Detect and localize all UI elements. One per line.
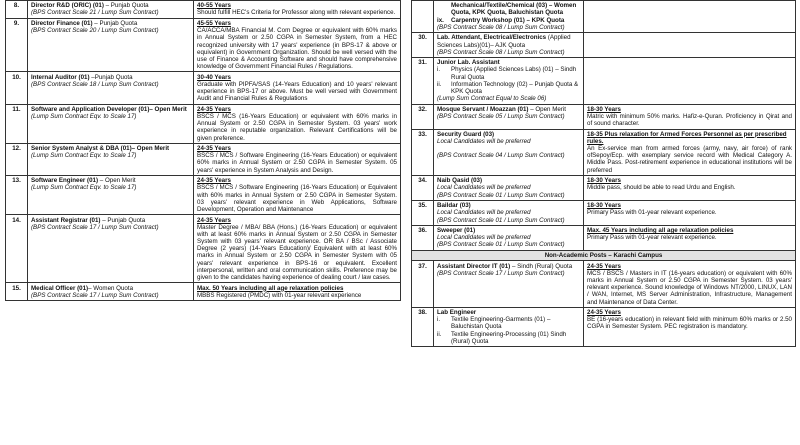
post-title: Director Finance (01) bbox=[31, 19, 93, 27]
requirements-cell bbox=[194, 283, 401, 301]
scale-text: (Lump Sum Contract Eqv. to Scale 17) bbox=[31, 112, 137, 120]
scale-text: (Lump Sum Contract Eqv. to Scale 17) bbox=[31, 184, 137, 192]
scale-text: Local Candidates will be preferred (BPS Contract Scale 04 / Lump Sum Contract) bbox=[437, 137, 565, 160]
row-number: 35. bbox=[412, 200, 434, 225]
age-limit: 18-35 Plus relaxation for Armed Forces Personnel as per prescribed rules. bbox=[587, 130, 787, 145]
requirements-text: Middle pass, should be able to read Urdu and English. bbox=[587, 184, 736, 192]
row-number: 11. bbox=[6, 104, 28, 143]
scale-text: Local Candidates will be preferred (BPS Contract Scale 01 / Lump Sum Contract) bbox=[437, 209, 565, 224]
post-cell bbox=[434, 200, 584, 225]
table-row: 37. Assistant Director IT (01) – Sindh (Rural) Quota (BPS Contract Scale 17 / Lump Sum Contract) 24-35 Years MCS / BSCS / Masters in IT (16-years education) or equivalent with 60% marks in Annual System or 2.50 CGPA in Semester System. 03 years' relevant experience. Sound knowledge of Windows NT/2000, LINUX, LAN / WAN, Internet, MS Server Administration, Infrastructure, Management and Maintenance of Data Center. bbox=[412, 261, 796, 308]
requirements-text: CA/ACCA/MBA Financial M. Com Degree or equivalent with 60% marks in Annual System or 2.50 CGPA in Semester System, from a HEC recognized university with 17 years' experience (in BPS-17 & above or equivalent) in Government Organization. Should be well versed with the use of Finance & Accounting Software and should have comprehensive knowledge of Government Financial Rules / Regulations. bbox=[197, 27, 397, 71]
requirements-text: BSCS / MCS / Software Engineering (16-Years Education) or Equivalent with 60% marks in Annual System or 2.50 CGPA in Semester System. 03 years' relevant experience in Web Applications, Software Development, Operation and Maintenance bbox=[197, 184, 397, 213]
requirements-cell bbox=[194, 176, 401, 215]
requirements-cell bbox=[194, 143, 401, 175]
table-row bbox=[412, 129, 796, 176]
age-limit: 24-35 Years bbox=[197, 177, 231, 185]
requirements-text: BE (16-years education) in relevant field with minimum 60% marks or 2.50 CGPA in Semester System. PEC registration is mandatory. bbox=[587, 316, 792, 331]
post-title: Security Guard (03) bbox=[437, 130, 495, 138]
scale-text: (BPS Contract Scale 17 / Lump Sum Contract) bbox=[31, 223, 159, 231]
requirements-cell bbox=[584, 176, 796, 201]
requirements-cell bbox=[194, 104, 401, 143]
requirements-cell bbox=[584, 129, 796, 176]
requirements-text: Matric with minimum 50% marks. Hafiz-e-Quran. Proficiency in Qirat and of sound character. bbox=[587, 112, 792, 128]
post-title: Lab. Attendant, Electrical/Electronics bbox=[437, 34, 547, 42]
right-posts-table bbox=[411, 0, 796, 347]
scale-text: Local Candidates will be preferred (BPS Contract Scale 01 / Lump Sum Contract) bbox=[437, 184, 565, 199]
post-quota: –Punjab Quota bbox=[89, 73, 133, 81]
scale-text: (BPS Contract Scale 18 / Lump Sum Contract) bbox=[31, 80, 159, 88]
post-title: Sweeper (01) bbox=[437, 227, 476, 235]
age-limit: 45-55 Years bbox=[197, 19, 231, 27]
requirements-cell bbox=[194, 1, 401, 19]
table-row bbox=[6, 18, 401, 72]
table-row bbox=[412, 104, 796, 129]
post-title: Naib Qasid (03) bbox=[437, 177, 483, 185]
scale-text: Local Candidates will be preferred (BPS Contract Scale 01 / Lump Sum Contract) bbox=[437, 234, 565, 249]
table-row: 31. Junior Lab. Assistant i. Physics (Applied Sciences Labs) (01) – Sindh Rural Quota ii. Information Technology (02) – Punjab Quota & KPK Quota (Lump Sum Contract Equal to Scale 06) bbox=[412, 58, 796, 105]
post-title: Senior System Analyst & DBA (01)– Open Merit bbox=[31, 145, 170, 153]
post-title: Internal Auditor (01) bbox=[31, 73, 90, 81]
row-number: 14. bbox=[6, 215, 28, 283]
table-row bbox=[6, 283, 401, 301]
requirements-cell bbox=[194, 72, 401, 104]
scale-text: (BPS Contract Scale 08 / Lump Sum Contract) bbox=[437, 48, 565, 56]
requirements-text: MBBS Registered (PMDC) with 01-year relevant experience bbox=[197, 291, 362, 299]
age-limit: 24-35 Years bbox=[197, 216, 231, 224]
row-number: 9. bbox=[6, 18, 28, 72]
requirements-text: An Ex-service man from armed forces (army, navy, air force) of rank ofSepoy/Ecp. with exemplary service record with Medical Category A. Middle Pass. Post-retirement experience in educational institutions will be preferred bbox=[587, 145, 792, 174]
post-cell bbox=[434, 129, 584, 176]
row-number: 13. bbox=[6, 176, 28, 215]
scale-text: (Lump Sum Contract Equal to Scale 06) bbox=[437, 95, 547, 103]
requirements-text: Primary Pass with 01-year relevant experience. bbox=[587, 209, 717, 217]
table-row: 30. Lab. Attendant, Electrical/Electronics (Applied Sciences Labs)(01)– AJK Quota (BPS Contract Scale 08 / Lump Sum Contract) bbox=[412, 33, 796, 58]
post-cell bbox=[28, 104, 194, 143]
age-limit: 30-40 Years bbox=[197, 73, 231, 81]
post-cell bbox=[434, 104, 584, 129]
scale-text: (BPS Contract Scale 21 / Lump Sum Contract) bbox=[31, 9, 159, 17]
age-limit: Max. 50 Years including all age relaxation policies bbox=[197, 284, 344, 292]
post-cell bbox=[28, 283, 194, 301]
requirements-cell bbox=[194, 18, 401, 72]
post-title: Lab Engineer bbox=[437, 309, 477, 317]
age-limit: 18-30 Years bbox=[587, 177, 621, 185]
right-column bbox=[411, 0, 796, 347]
post-title: Assistant Registrar (01) bbox=[31, 216, 101, 224]
post-quota: – Punjab Quota bbox=[100, 216, 146, 224]
post-quota: – Women Quota bbox=[88, 284, 134, 292]
scale-text: (BPS Contract Scale 05 / Lump Sum Contract) bbox=[437, 112, 565, 120]
post-cell bbox=[434, 176, 584, 201]
requirements-text: Master Degree / MBA/ BBA (Hons.) (16-Years Education) or equivalent with at least 60% marks in Annual System or 2.50 CGPA in Semester System with 03 years' relevant experience. OR BA / BSc / Associate Degree (2 years) (14-Years Education)/ Equivalent with at least 60% marks in Annual System or 2.50 CGPA in Semester System with 05 years' relevant experience in BPS-16 or equivalent. Excellent interpersonal, written and oral communication skills. Preference may be given to the candidates having experience of dealing court / law cases. bbox=[197, 223, 397, 281]
scale-text: (Lump Sum Contract Eqv. to Scale 17) bbox=[31, 152, 137, 160]
requirements-text: BSCS / MCS / Software Engineering (16-Years Education) or equivalent 60% marks in Annual System or 2.50 CGPA in Semester System. 05 years' experience in System Analysis and Design. bbox=[197, 152, 397, 174]
requirements-cell bbox=[584, 200, 796, 225]
row-number: 36. bbox=[412, 225, 434, 250]
table-row bbox=[6, 1, 401, 19]
post-cell: Mechanical/Textile/Chemical (03) – Women Quota, KPK Quota, Baluchistan Quota ix. Carpentry Workshop (01) – KPK Quota (BPS Contract Scale 08 / Lump Sum Contract) bbox=[434, 1, 584, 33]
table-row bbox=[412, 200, 796, 225]
post-title: Mosque Servant / Moazzan (01) bbox=[437, 105, 529, 113]
row-number: 8. bbox=[6, 1, 28, 19]
table-row bbox=[6, 143, 401, 175]
requirements-text: MCS / BSCS / Masters in IT (16-years education) or equivalent with 60% marks in Annual System or 2.50 CGPA in Semester System. 03 years' relevant experience. Sound knowledge of Windows NT/2000, LINUX, LAN / WAN, Internet, MS Server Administration, Infrastructure, Management and Maintenance of Data Center. bbox=[587, 269, 792, 306]
age-limit: 18-30 Years bbox=[587, 202, 621, 210]
requirements-cell bbox=[584, 104, 796, 129]
requirements-text: Graduate with PIPFA/SAS (14-Years Education) and 10 years' relevant experience in BPS-17 or above. Must be well versed with Government Audit and Financial Rules & Regulations bbox=[197, 80, 397, 103]
post-quota: – Open Merit bbox=[98, 177, 136, 185]
row-number: 12. bbox=[6, 143, 28, 175]
row-number: 33. bbox=[412, 129, 434, 176]
post-cell bbox=[28, 72, 194, 104]
requirements-cell bbox=[584, 225, 796, 250]
post-quota: – Open Merit bbox=[528, 105, 566, 113]
post-title: Software Engineer (01) bbox=[31, 177, 99, 185]
post-cell bbox=[28, 215, 194, 283]
age-limit: 24-35 Years bbox=[197, 105, 231, 113]
scale-text: (BPS Contract Scale 17 / Lump Sum Contract) bbox=[437, 269, 565, 277]
post-quota: – Punjab Quota bbox=[92, 19, 138, 27]
table-row bbox=[6, 72, 401, 104]
post-cell bbox=[28, 18, 194, 72]
age-limit: 40-55 Years bbox=[197, 2, 231, 10]
scale-text: (BPS Contract Scale 17 / Lump Sum Contract) bbox=[31, 291, 159, 299]
table-row bbox=[6, 176, 401, 215]
post-title: Baildar (03) bbox=[437, 202, 471, 210]
table-row bbox=[6, 215, 401, 283]
age-limit: 24-35 Years bbox=[197, 145, 231, 153]
row-number: 34. bbox=[412, 176, 434, 201]
post-title: Junior Lab. Assistant bbox=[437, 59, 500, 67]
age-limit: 24-35 Years bbox=[587, 262, 621, 270]
post-cell bbox=[28, 143, 194, 175]
requirements-text: BSCS / MCS (16-Years Education) or equivalent with 60% marks in Annual System or 2.50 CGPA in Semester System. 03 years' work experience in reputable organization. Relevant Certifications will be given preference. bbox=[197, 112, 397, 142]
post-cell bbox=[28, 176, 194, 215]
scale-text: (BPS Contract Scale 08 / Lump Sum Contract) bbox=[437, 23, 565, 31]
table-row bbox=[6, 104, 401, 143]
post-title: Medical Officer (01) bbox=[31, 284, 89, 292]
post-title: Assistant Director IT (01) bbox=[437, 262, 511, 270]
post-cell bbox=[434, 225, 584, 250]
table-row bbox=[412, 225, 796, 250]
age-limit: Max. 45 Years including all age relaxation policies bbox=[587, 227, 734, 235]
post-title: Software and Application Developer (01)– Open Merit bbox=[31, 105, 187, 113]
row-number: 15. bbox=[6, 283, 28, 301]
requirements-cell bbox=[194, 215, 401, 283]
table-row bbox=[412, 176, 796, 201]
scale-text: (BPS Contract Scale 20 / Lump Sum Contract) bbox=[31, 27, 159, 35]
post-title: Director R&D (ORIC) (01) bbox=[31, 2, 104, 10]
section-header: Non-Academic Posts – Karachi Campus bbox=[412, 250, 796, 261]
age-limit: 24-35 Years bbox=[587, 309, 621, 317]
left-posts-table bbox=[5, 0, 401, 301]
post-quota: – Punjab Quota bbox=[103, 2, 149, 10]
row-number: 32. bbox=[412, 104, 434, 129]
table-row bbox=[412, 1, 796, 33]
post-cell bbox=[28, 1, 194, 19]
table-row: 38. Lab Engineer i. Textile Engineering-Garments (01) – Baluchistan Quota ii. Textile Engineering-Processing (01) Sindh (Rural) Quota 24-35 Years BE (16-years education) in relevant field with minimum 60% marks or 2.50 CGPA in Semester System. PEC registration is mandatory. bbox=[412, 307, 796, 346]
age-limit: 18-30 Years bbox=[587, 105, 621, 113]
left-column bbox=[5, 0, 401, 301]
row-number: 10. bbox=[6, 72, 28, 104]
section-header-row bbox=[412, 250, 796, 261]
requirements-text: Should fulfill HEC's Criteria for Professor along with relevant experience. bbox=[197, 9, 396, 17]
requirements-text: Primary Pass with 01-year relevant experience. bbox=[587, 234, 717, 242]
